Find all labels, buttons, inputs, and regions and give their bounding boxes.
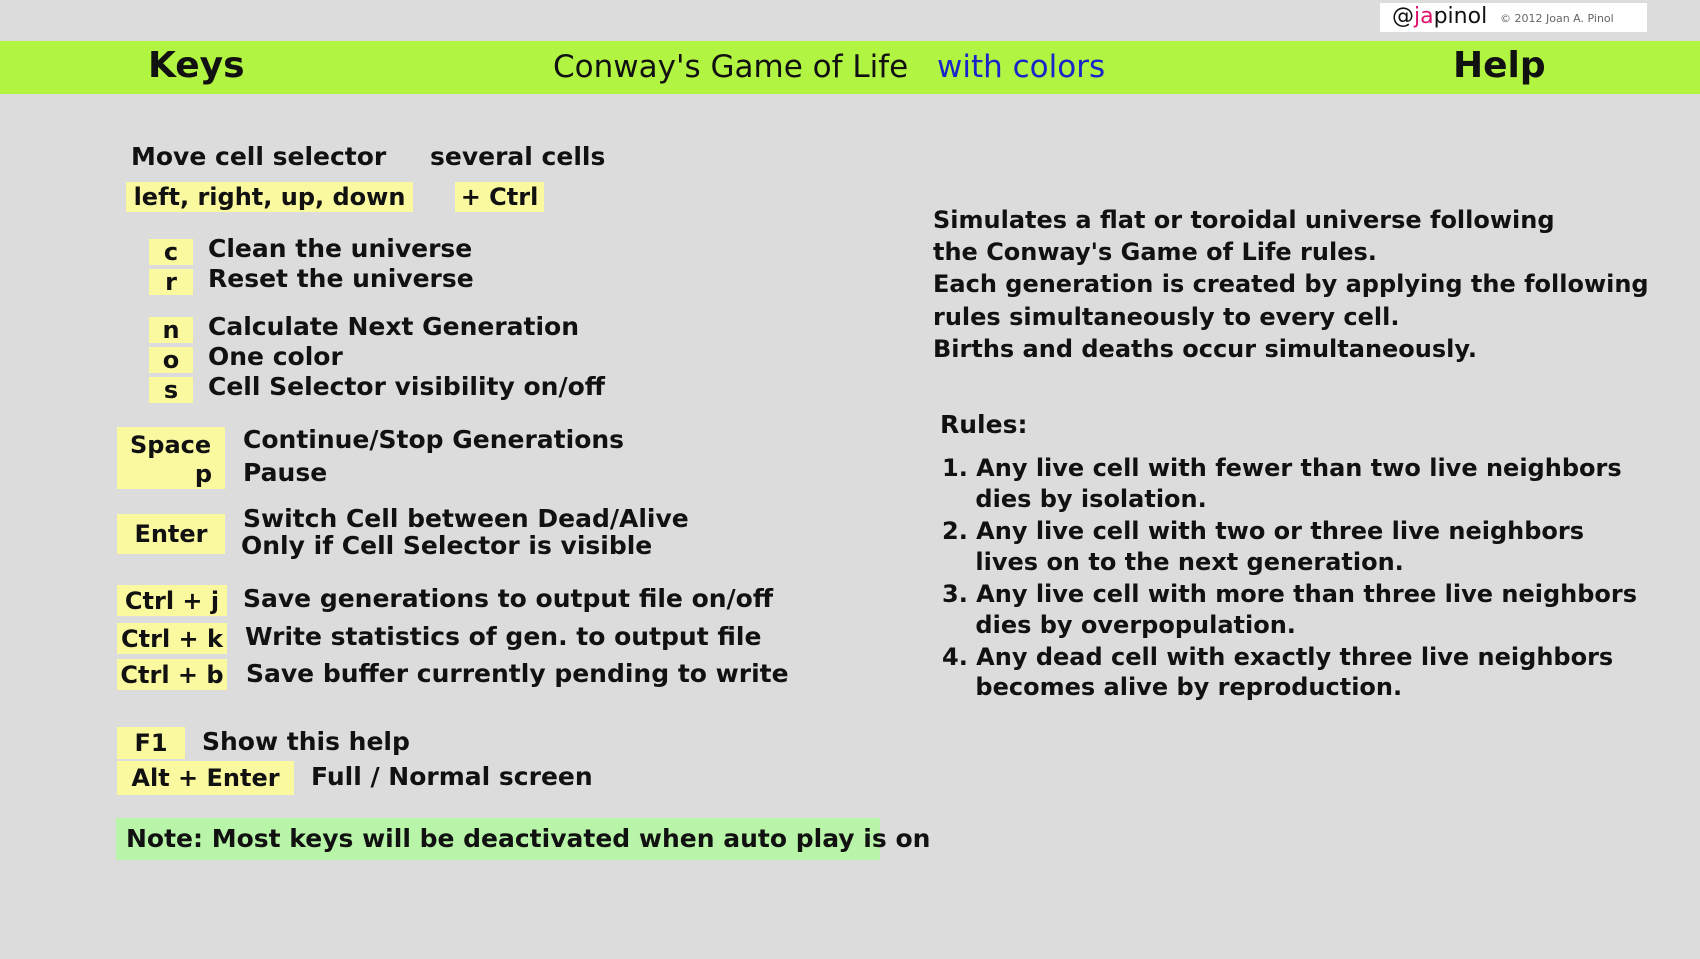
ctrl-modifier-key: + Ctrl [455, 182, 544, 212]
desc-save-generations: Save generations to output file on/off [243, 584, 774, 613]
key-space-p [117, 427, 225, 489]
rule-line: becomes alive by reproduction. [942, 673, 1403, 701]
key-o: o [149, 347, 193, 373]
move-selector-header: Move cell selector [131, 142, 387, 171]
rule-line: 4. Any dead cell with exactly three live neighbors [942, 643, 1614, 671]
key-space: Space [130, 431, 212, 459]
brand-ja: ja [1414, 4, 1434, 29]
key-alt-enter: Alt + Enter [117, 761, 294, 795]
brand-box [1380, 3, 1647, 32]
help-intro-line: rules simultaneously to every cell. [933, 303, 1400, 331]
brand-at: @ [1392, 4, 1414, 29]
desc-pause: Pause [243, 458, 328, 487]
desc-cell-selector-visibility: Cell Selector visibility on/off [208, 372, 606, 401]
help-heading: Help [1453, 45, 1546, 86]
auto-play-note: Note: Most keys will be deactivated when auto play is on [116, 818, 880, 860]
help-intro-line: the Conway's Game of Life rules. [933, 238, 1377, 266]
rule-line: lives on to the next generation. [942, 548, 1404, 576]
keys-heading: Keys [148, 45, 245, 86]
help-intro-line: Each generation is created by applying the following [933, 270, 1649, 298]
rule-line: dies by isolation. [942, 485, 1207, 513]
desc-switch-cell: Switch Cell between Dead/Alive [243, 504, 689, 533]
desc-save-buffer: Save buffer currently pending to write [246, 659, 789, 688]
desc-reset-universe: Reset the universe [208, 264, 474, 293]
brand-handle [1392, 4, 1487, 29]
app-subtitle: with colors [937, 49, 1106, 85]
rule-line: 1. Any live cell with fewer than two live neighbors [942, 454, 1622, 482]
desc-full-normal-screen: Full / Normal screen [311, 762, 593, 791]
key-r: r [149, 269, 193, 295]
key-c: c [149, 239, 193, 265]
key-s: s [149, 377, 193, 403]
rule-line: dies by overpopulation. [942, 611, 1296, 639]
brand-rest: pinol [1433, 4, 1488, 29]
key-enter: Enter [117, 514, 225, 554]
desc-write-statistics: Write statistics of gen. to output file [245, 622, 762, 651]
arrow-keys: left, right, up, down [126, 182, 413, 212]
help-intro-line: Births and deaths occur simultaneously. [933, 335, 1477, 363]
rules-title: Rules: [940, 410, 1028, 439]
desc-continue-stop: Continue/Stop Generations [243, 425, 625, 454]
key-p: p [194, 460, 212, 488]
key-ctrl-k: Ctrl + k [117, 623, 227, 654]
rule-line: 2. Any live cell with two or three live neighbors [942, 517, 1585, 545]
key-n: n [149, 317, 193, 343]
brand-copyright: © 2012 Joan A. Pinol [1500, 12, 1614, 25]
title-bar [0, 41, 1700, 94]
desc-one-color: One color [208, 342, 343, 371]
desc-clean-universe: Clean the universe [208, 234, 473, 263]
key-ctrl-j: Ctrl + j [117, 585, 227, 616]
app-title: Conway's Game of Life [553, 49, 909, 85]
desc-show-help: Show this help [202, 727, 410, 756]
key-ctrl-b: Ctrl + b [117, 659, 227, 690]
rule-line: 3. Any live cell with more than three live neighbors [942, 580, 1638, 608]
key-f1: F1 [117, 727, 185, 759]
desc-selector-visible-only: Only if Cell Selector is visible [241, 531, 653, 560]
several-cells-header: several cells [430, 142, 606, 171]
desc-next-generation: Calculate Next Generation [208, 312, 580, 341]
help-intro-line: Simulates a flat or toroidal universe following [933, 206, 1555, 234]
